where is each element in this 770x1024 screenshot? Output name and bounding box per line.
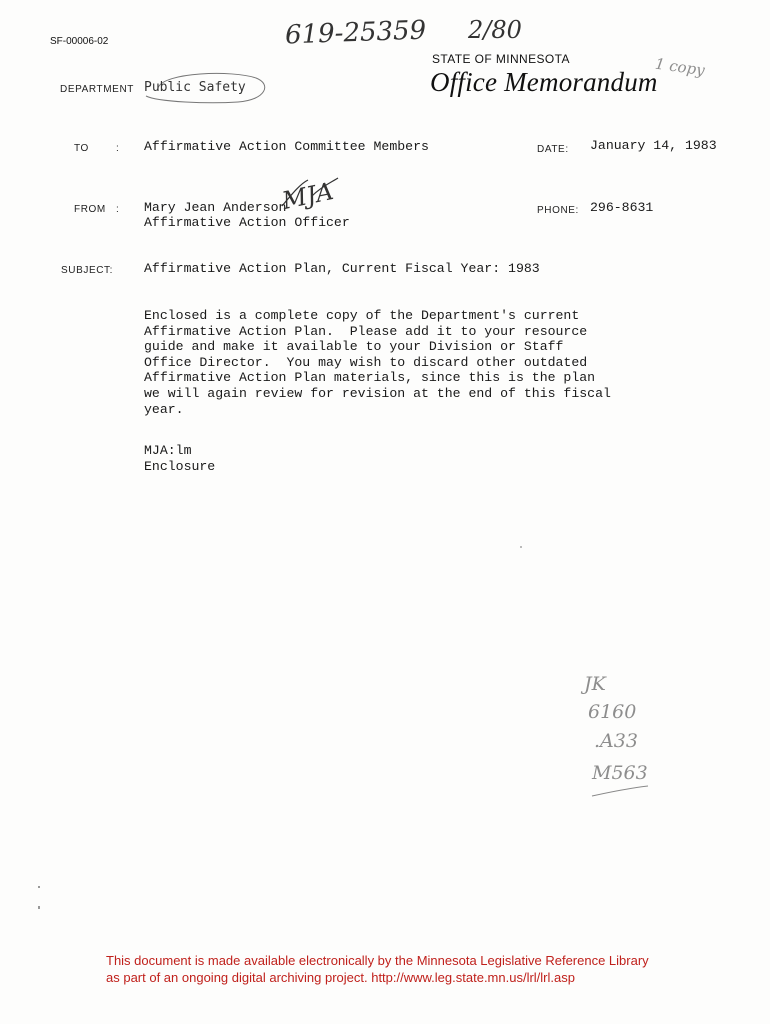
- from-separator: :: [116, 204, 119, 215]
- call-number-underline: [590, 784, 650, 798]
- body-line: Affirmative Action Plan. Please add it to your resource: [144, 323, 588, 339]
- handwritten-file-number: 619-25359: [284, 15, 427, 51]
- to-label: TO: [74, 143, 89, 154]
- body-line: we will again review for revision at the end of this fiscal: [144, 385, 611, 401]
- handwritten-copy-note: 1 copy: [653, 54, 706, 80]
- scan-speck: [38, 906, 40, 909]
- scan-speck: [520, 546, 522, 548]
- call-number-line: .A33: [594, 730, 638, 752]
- archive-footer-line-2: as part of an ongoing digital archiving project. http://www.leg.state.mn.us/lrl/lrl.asp: [106, 970, 575, 985]
- date-value: January 14, 1983: [590, 138, 717, 153]
- call-number-line: M563: [592, 762, 648, 784]
- scan-speck: [38, 886, 40, 888]
- memo-body: [144, 308, 611, 417]
- department-label: DEPARTMENT: [60, 84, 134, 95]
- call-number-line: 6160: [588, 701, 637, 723]
- subject-value: Affirmative Action Plan, Current Fiscal Year: 1983: [144, 261, 540, 276]
- date-label: DATE:: [537, 144, 569, 155]
- to-separator: :: [116, 143, 119, 154]
- from-title: Affirmative Action Officer: [144, 215, 350, 230]
- phone-value: 296-8631: [590, 200, 654, 215]
- body-line: Enclosed is a complete copy of the Department's current: [144, 308, 580, 323]
- handwritten-file-number-suffix: 2/80: [468, 16, 522, 44]
- to-value: Affirmative Action Committee Members: [144, 139, 429, 154]
- page-title: Office Memorandum: [430, 67, 658, 97]
- department-value: Public Safety: [144, 80, 246, 95]
- subject-label: SUBJECT:: [61, 265, 114, 276]
- enclosure-note: Enclosure: [144, 459, 216, 474]
- body-line: Office Director. You may wish to discard other outdated: [144, 354, 588, 370]
- from-label: FROM: [74, 204, 106, 215]
- body-line: Affirmative Action Plan materials, since this is the plan: [144, 370, 596, 386]
- body-line: year.: [144, 401, 184, 417]
- signature-flourish: [278, 176, 342, 212]
- signature-initials: MJA: [279, 176, 336, 216]
- typist-initials: MJA:lm: [144, 443, 192, 458]
- form-number: SF-00006-02: [50, 36, 109, 47]
- phone-label: PHONE:: [537, 205, 579, 216]
- state-heading: STATE OF MINNESOTA: [432, 52, 570, 66]
- body-line: guide and make it available to your Division or Staff: [144, 339, 564, 355]
- from-name: Mary Jean Anderson: [144, 200, 287, 215]
- archive-footer-line-1: This document is made available electronically by the Minnesota Legislative Reference Library: [106, 953, 649, 968]
- call-number-line: JK: [584, 673, 606, 695]
